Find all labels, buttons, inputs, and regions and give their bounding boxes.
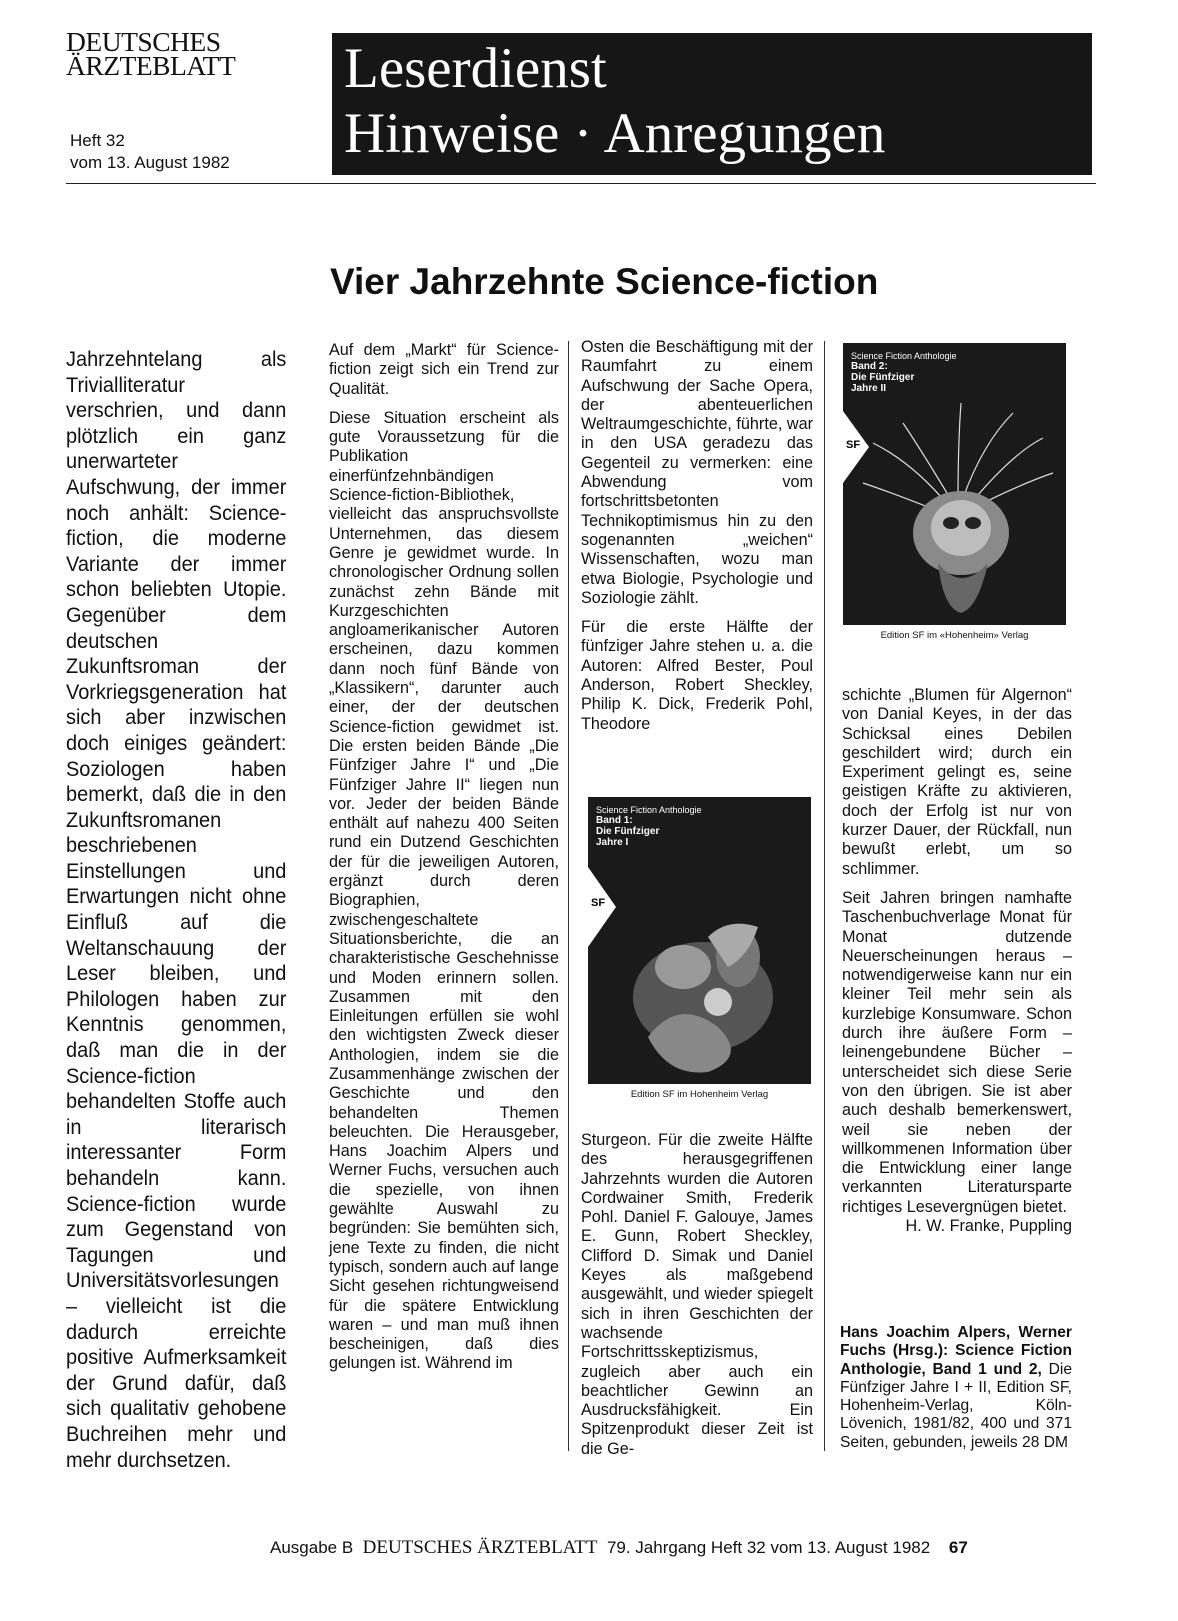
column-divider-1 bbox=[568, 341, 569, 1451]
header-rule bbox=[66, 183, 1096, 184]
issue-info bbox=[70, 130, 230, 174]
masthead-line-2: ÄRZTEBLATT bbox=[66, 51, 236, 81]
cover-caption-2: Edition SF im «Hohenheim» Verlag bbox=[880, 630, 1029, 641]
footer-issue: 79. Jahrgang Heft 32 vom 13. August 1982 bbox=[606, 1538, 931, 1557]
cover-band: Band 2: bbox=[851, 361, 888, 372]
cover-series: Science Fiction Anthologie bbox=[596, 805, 702, 815]
book-cover-band-2 bbox=[843, 343, 1066, 625]
bibliography-details: Die Fünfziger Jahre I + II, Edition SF, Hohenheim-Verlag, Köln-Lövenich, 1981/82, 400 und 371 Seiten, gebunden, jeweils 28 DM bbox=[840, 1360, 1072, 1451]
paragraph: Auf dem „Markt“ für Science-fiction zeigt sich ein Trend zur Qualität. bbox=[329, 341, 559, 398]
bibliography-note bbox=[840, 1324, 1072, 1452]
article-column-3 bbox=[581, 338, 813, 744]
cover-caption-1: Edition SF im Hohenheim Verlag bbox=[630, 1089, 769, 1100]
issue-date: vom 13. August 1982 bbox=[70, 153, 230, 172]
cover-text bbox=[596, 805, 702, 848]
cover-title-1: Die Fünfziger bbox=[596, 826, 660, 837]
cover-logo: SF bbox=[846, 439, 861, 451]
page-footer bbox=[270, 1537, 968, 1559]
article-title: Vier Jahrzehnte Science-fiction bbox=[330, 261, 879, 302]
cover-logo: SF bbox=[591, 897, 606, 909]
paragraph: Für die erste Hälfte der fünfziger Jahre stehen u. a. die Autoren: Alfred Bester, Poul Anderson, Robert Sheckley, Philip K. Dick, Frederik Pohl, Theodore bbox=[581, 618, 813, 733]
cover-illustration bbox=[588, 897, 811, 1084]
masthead-line-1: DEUTSCHES bbox=[66, 27, 221, 57]
banner-line-1: Leserdienst bbox=[344, 37, 607, 100]
journal-masthead bbox=[66, 27, 321, 81]
bibliography-title: Hans Joachim Alpers, Werner Fuchs (Hrsg.): Science Fiction Anthologie, Band 1 und 2, bbox=[840, 1324, 1072, 1378]
paragraph: schichte „Blumen für Algernon“ von Danial Keyes, in der das Schicksal eines Debilen geschildert wird; durch ein Experiment gelingt es, seine geistigen Kräfte zu aktivieren, doch der Erfolg ist nur von kurzer Dauer, der Rückfall, nun bewußt erlebt, um so schlimmer. bbox=[842, 686, 1072, 878]
paragraph: Sturgeon. Für die zweite Hälfte des herausgegriffenen Jahrzehnts wurden die Autoren Cordwainer Smith, Frederik Pohl. Daniel F. Galouye, James E. Gunn, Robert Sheckley, Clifford D. Simak und Daniel Keyes als maßgebend ausgewählt, und wieder spiegelt sich in ihren Geschichten der wachsende Fortschrittsskeptizismus, zugleich aber auch ein beachtlicher Gewinn an Ausdrucksfähigkeit. Ein Spitzenprodukt dieser Zeit ist die Ge- bbox=[581, 1131, 813, 1458]
cover-title-2: Jahre II bbox=[851, 383, 887, 394]
cover-band: Band 1: bbox=[596, 815, 633, 826]
paragraph: Seit Jahren bringen namhafte Taschenbuchverlage Monat für Monat dutzende Neuerscheinungen heraus – notwendigerweise kann nur ein kleiner Teil mehr sein als kurzlebige Konsumware. Schon durch ihre äußere Form – leinengebundene Bücher – unterscheidet sich diese Serie von den übrigen. Sie ist aber auch deshalb bemerkenswert, weil sie neben der willkommenen Information über die Entwicklung einer lange verkannten Literatursparte richtiges Lesevergnügen bietet. bbox=[842, 888, 1072, 1216]
issue-number: Heft 32 bbox=[70, 131, 125, 150]
footer-journal: DEUTSCHES ÄRZTEBLATT bbox=[362, 1537, 598, 1558]
cover-illustration bbox=[843, 393, 1066, 625]
article-author: H. W. Franke, Puppling bbox=[905, 1217, 1072, 1236]
cover-title-2: Jahre I bbox=[596, 837, 629, 848]
column-divider-2 bbox=[824, 341, 825, 1451]
cover-title-1: Die Fünfziger bbox=[851, 372, 915, 383]
banner-line-2: Hinweise · Anregungen bbox=[344, 102, 886, 165]
page-number: 67 bbox=[948, 1538, 968, 1557]
cover-series: Science Fiction Anthologie bbox=[851, 351, 957, 361]
lead-column: Jahrzehntelang als Trivialliteratur verschrien, und dann plötzlich ein ganz unerwarteter Aufschwung, der immer noch anhält: Science-fiction, die moderne Variante der immer schon beliebten Utopie. Gegenüber dem deutschen Zukunftsroman der Vorkriegsgeneration hat sich aber inzwischen doch einiges geändert: Soziologen haben bemerkt, daß die in den Zukunftsromanen beschriebenen Einstellungen und Erwartungen nicht ohne Einfluß auf die Weltanschauung der Leser bleiben, und Philologen haben zur Kenntnis genommen, daß man die in der Science-fiction behandelten Stoffe auch in literarisch interessanter Form behandeln kann. Science-fiction wurde zum Gegenstand von Tagungen und Universitätsvorlesungen – vielleicht ist die dadurch erreichte positive Aufmerksamkeit der Grund dafür, daß sich qualitativ gehobene Buchreihen mehr und mehr durchsetzen. bbox=[66, 348, 287, 1472]
footer-edition: Ausgabe B bbox=[270, 1538, 354, 1557]
cover-text bbox=[851, 351, 957, 394]
article-column-2 bbox=[329, 341, 559, 1384]
article-column-3-continued bbox=[581, 1131, 813, 1469]
paragraph: Diese Situation erscheint als gute Voraussetzung für die Publikation einerfünfzehnbändigen Science-fiction-Bibliothek, vielleicht das anspruchsvollste Unternehmen, das diesem Genre je gewidmet wurde. In chronologischer Ordnung sollen zunächst zehn Bände mit Kurzgeschichten angloamerikanischer Autoren erscheinen, dazu kommen dann noch fünf Bände von „Klassikern“, darunter auch einer, der der deutschen Science-fiction gewidmet ist. Die ersten beiden Bände „Die Fünfziger Jahre I“ und „Die Fünfziger Jahre II“ liegen nun vor. Jeder der beiden Bände enthält auf nahezu 400 Seiten rund ein Dutzend Geschichten der für die jeweiligen Autoren, ergänzt durch deren Biographien, zwischengeschaltete Situationsberichte, die an charakteristische Geschehnisse und Moden erinnern sollen. Zusammen mit den Einleitungen erfüllen sie wohl den wichtigsten Zweck dieser Anthologien, indem sie die Zusammenhänge zwischen der Geschichte und den behandelten Themen beleuchten. Die Herausgeber, Hans Joachim Alpers und Werner Fuchs, versuchen auch die spezielle, von ihnen gewählte Auswahl zu begründen: Sie bemühten sich, jene Texte zu finden, die nicht typisch, sondern auch auf lange Sicht gesehen richtungweisend für die spätere Entwicklung waren – und man muß ihnen bescheinigen, daß dies gelungen ist. Während im bbox=[329, 408, 559, 1373]
book-cover-band-1 bbox=[588, 797, 811, 1084]
article-column-4 bbox=[842, 686, 1072, 1246]
section-banner bbox=[332, 33, 1092, 175]
paragraph: Osten die Beschäftigung mit der Raumfahrt zu einem Aufschwung der Sache Opera, der abenteuerlichen Weltraumgeschichte, führte, war in den USA geradezu das Gegenteil zu vermerken: eine Abwendung vom fortschrittsbetonten Technikoptimismus hin zu den sogenannten „weichen“ Wissenschaften, wozu man etwa Biologie, Psychologie und Soziologie zählt. bbox=[581, 338, 813, 607]
